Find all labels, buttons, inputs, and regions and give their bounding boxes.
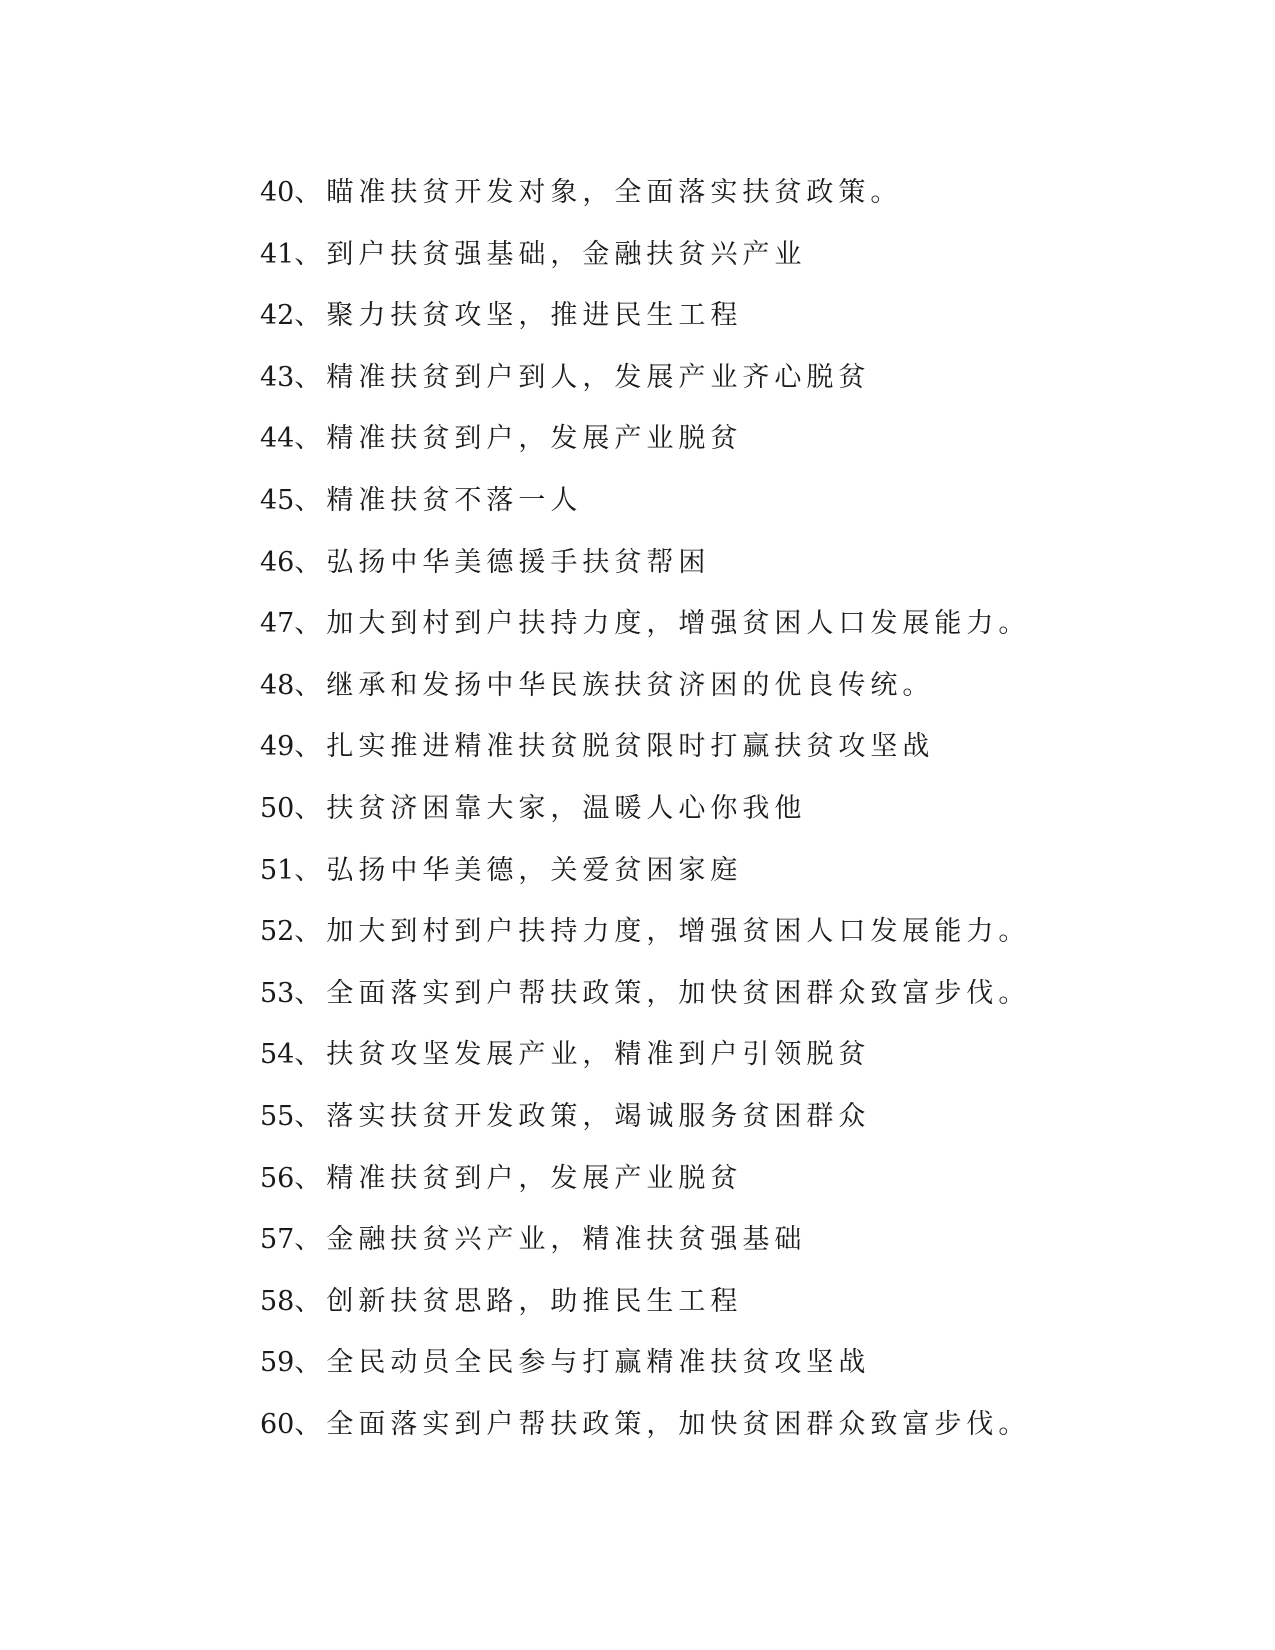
item-text: 、弘扬中华美德，关爱贫困家庭 [294, 854, 743, 886]
item-number: 45 [260, 484, 295, 516]
item-number: 46 [260, 546, 295, 578]
list-item [260, 716, 1200, 778]
item-text: 、继承和发扬中华民族扶贫济困的优良传统。 [294, 669, 935, 701]
item-number: 57 [260, 1224, 295, 1256]
item-number: 41 [260, 238, 295, 270]
item-number: 52 [260, 916, 295, 948]
list-item [260, 470, 1200, 532]
list-item [260, 532, 1200, 594]
list-item [260, 1209, 1200, 1271]
item-text: 、扎实推进精准扶贫脱贫限时打赢扶贫攻坚战 [294, 731, 935, 763]
item-text: 、到户扶贫强基础，金融扶贫兴产业 [294, 238, 807, 270]
item-text: 、瞄准扶贫开发对象，全面落实扶贫政策。 [294, 177, 903, 208]
list-item [260, 1148, 1200, 1210]
item-number: 55 [260, 1100, 295, 1132]
item-number: 54 [260, 1039, 295, 1071]
item-text: 、加大到村到户扶持力度，增强贫困人口发展能力。 [294, 608, 1031, 640]
item-number: 47 [260, 608, 295, 640]
item-text: 、精准扶贫到户，发展产业脱贫 [294, 423, 743, 455]
item-number: 58 [260, 1285, 295, 1317]
item-text: 、精准扶贫到户，发展产业脱贫 [294, 1162, 743, 1194]
item-text: 、扶贫攻坚发展产业，精准到户引领脱贫 [294, 1039, 871, 1071]
item-text: 、全民动员全民参与打赢精准扶贫攻坚战 [294, 1347, 871, 1379]
item-number: 48 [260, 669, 295, 701]
item-number: 49 [260, 731, 295, 763]
list-item [260, 1086, 1200, 1148]
item-text: 、精准扶贫不落一人 [294, 484, 583, 516]
item-text: 、落实扶贫开发政策，竭诚服务贫困群众 [294, 1100, 871, 1132]
item-number: 40 [260, 177, 295, 208]
list-item [260, 347, 1200, 409]
item-text: 、扶贫济困靠大家，温暖人心你我他 [294, 792, 807, 824]
item-number: 51 [260, 854, 295, 886]
item-number: 59 [260, 1347, 295, 1379]
item-number: 56 [260, 1162, 295, 1194]
list-item [260, 408, 1200, 470]
list-item [260, 593, 1200, 655]
list-item [260, 224, 1200, 286]
item-text: 、金融扶贫兴产业，精准扶贫强基础 [294, 1224, 807, 1256]
list-item [260, 1024, 1200, 1086]
item-text: 、弘扬中华美德援手扶贫帮困 [294, 546, 711, 578]
list-item [260, 963, 1200, 1025]
item-text: 、聚力扶贫攻坚，推进民生工程 [294, 300, 743, 332]
list-item [260, 840, 1200, 902]
list-item [260, 901, 1200, 963]
item-number: 43 [260, 361, 295, 393]
slogan-list [260, 162, 1200, 1455]
item-text: 、创新扶贫思路，助推民生工程 [294, 1285, 743, 1317]
item-text: 、加大到村到户扶持力度，增强贫困人口发展能力。 [294, 916, 1031, 948]
item-number: 44 [260, 423, 295, 455]
item-text: 、精准扶贫到户到人，发展产业齐心脱贫 [294, 361, 871, 393]
item-number: 53 [260, 977, 295, 1009]
list-item [260, 1271, 1200, 1333]
list-item [260, 778, 1200, 840]
item-text: 、全面落实到户帮扶政策，加快贫困群众致富步伐。 [294, 1408, 1031, 1440]
list-item [260, 1332, 1200, 1394]
list-item [260, 162, 1200, 224]
list-item [260, 1394, 1200, 1456]
item-number: 60 [260, 1408, 295, 1440]
item-number: 42 [260, 300, 295, 332]
list-item [260, 655, 1200, 717]
list-item [260, 285, 1200, 347]
item-text: 、全面落实到户帮扶政策，加快贫困群众致富步伐。 [294, 977, 1031, 1009]
item-number: 50 [260, 792, 295, 824]
